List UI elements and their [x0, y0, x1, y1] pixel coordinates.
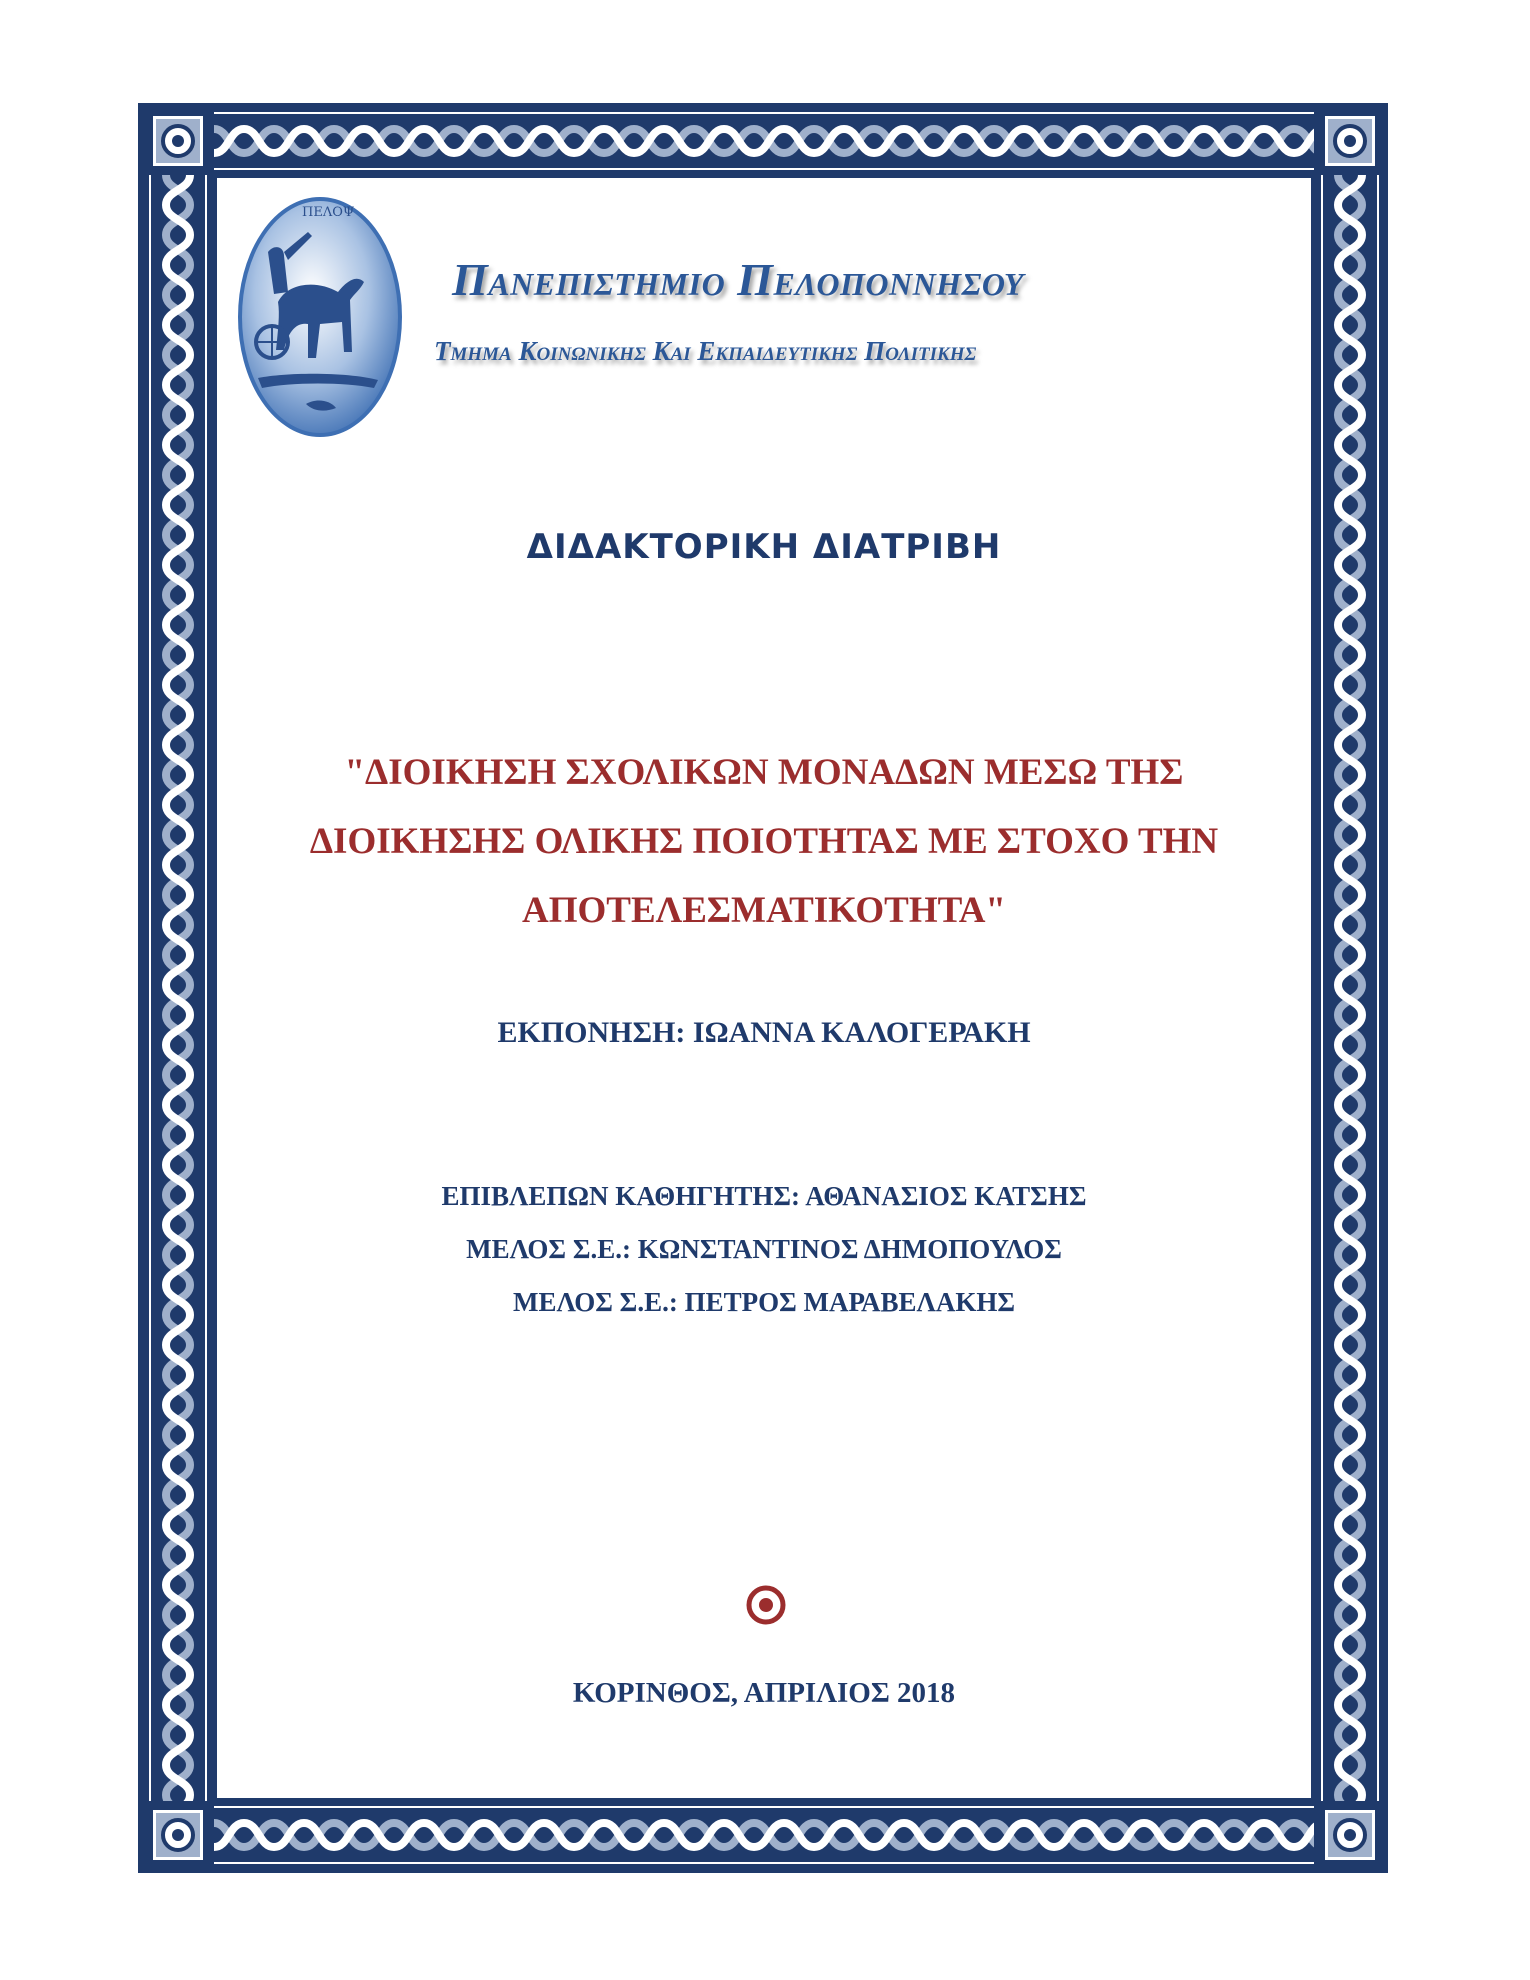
committee-member: ΜΕΛΟΣ Σ.Ε.: ΚΩΝΣΤΑΝΤΙΝΟΣ ΔΗΜΟΠΟΥΛΟΣ [466, 1234, 1062, 1264]
thesis-title-line: ΔΙΟΙΚΗΣΗΣ ΟΛΙΚΗΣ ΠΟΙΟΤΗΤΑΣ ΜΕ ΣΤΟΧΟ ΤΗΝ [309, 821, 1219, 862]
frame-band-bottom [214, 1801, 1314, 1869]
ring-ornament-icon [1314, 1801, 1386, 1869]
committee-member: ΕΠΙΒΛΕΠΩΝ ΚΑΘΗΓΗΤΗΣ: ΑΘΑΝΑΣΙΟΣ ΚΑΤΣΗΣ [441, 1181, 1087, 1211]
thesis-title [214, 738, 1314, 945]
frame-band-left [142, 175, 214, 1801]
ring-ornament-icon [142, 1801, 214, 1869]
department-name: Τμημα Κοινωνικησ Και Εκπαιδευτικησ Πολιτικησ [434, 336, 977, 366]
ring-ornament-icon [1314, 107, 1386, 175]
author-line: ΕΚΠΟΝΗΣΗ: ΙΩΑΝΝΑ ΚΑΛΟΓΕΡΑΚΗ [497, 1016, 1031, 1049]
university-name: Πανεπιστημιο Πελοποννησου [452, 254, 1024, 305]
frame-band-right [1314, 175, 1386, 1801]
university-seal [228, 182, 403, 442]
thesis-title-line: ΑΠΟΤΕΛΕΣΜΑΤΙΚΟΤΗΤΑ" [522, 890, 1006, 931]
committee-member: ΜΕΛΟΣ Σ.Ε.: ΠΕΤΡΟΣ ΜΑΡΑΒΕΛΑΚΗΣ [512, 1287, 1016, 1317]
frame-band-top [214, 107, 1314, 175]
document-type: ΔΙΔΑΚΤΟΡΙΚΗ ΔΙΑΤΡΙΒΗ [526, 527, 1002, 567]
thesis-title-line: "ΔΙΟΙΚΗΣΗ ΣΧΟΛΙΚΩΝ ΜΟΝΑΔΩΝ ΜΕΣΩ ΤΗΣ [344, 752, 1184, 793]
ring-ornament-icon [142, 107, 214, 175]
svg-text:ΠΕΛΟΨ: ΠΕΛΟΨ [302, 205, 355, 220]
place-date: ΚΟΡΙΝΘΟΣ, ΑΠΡΙΛΙΟΣ 2018 [572, 1677, 956, 1709]
committee-list [214, 1170, 1314, 1329]
target-circle-icon [745, 1584, 787, 1626]
